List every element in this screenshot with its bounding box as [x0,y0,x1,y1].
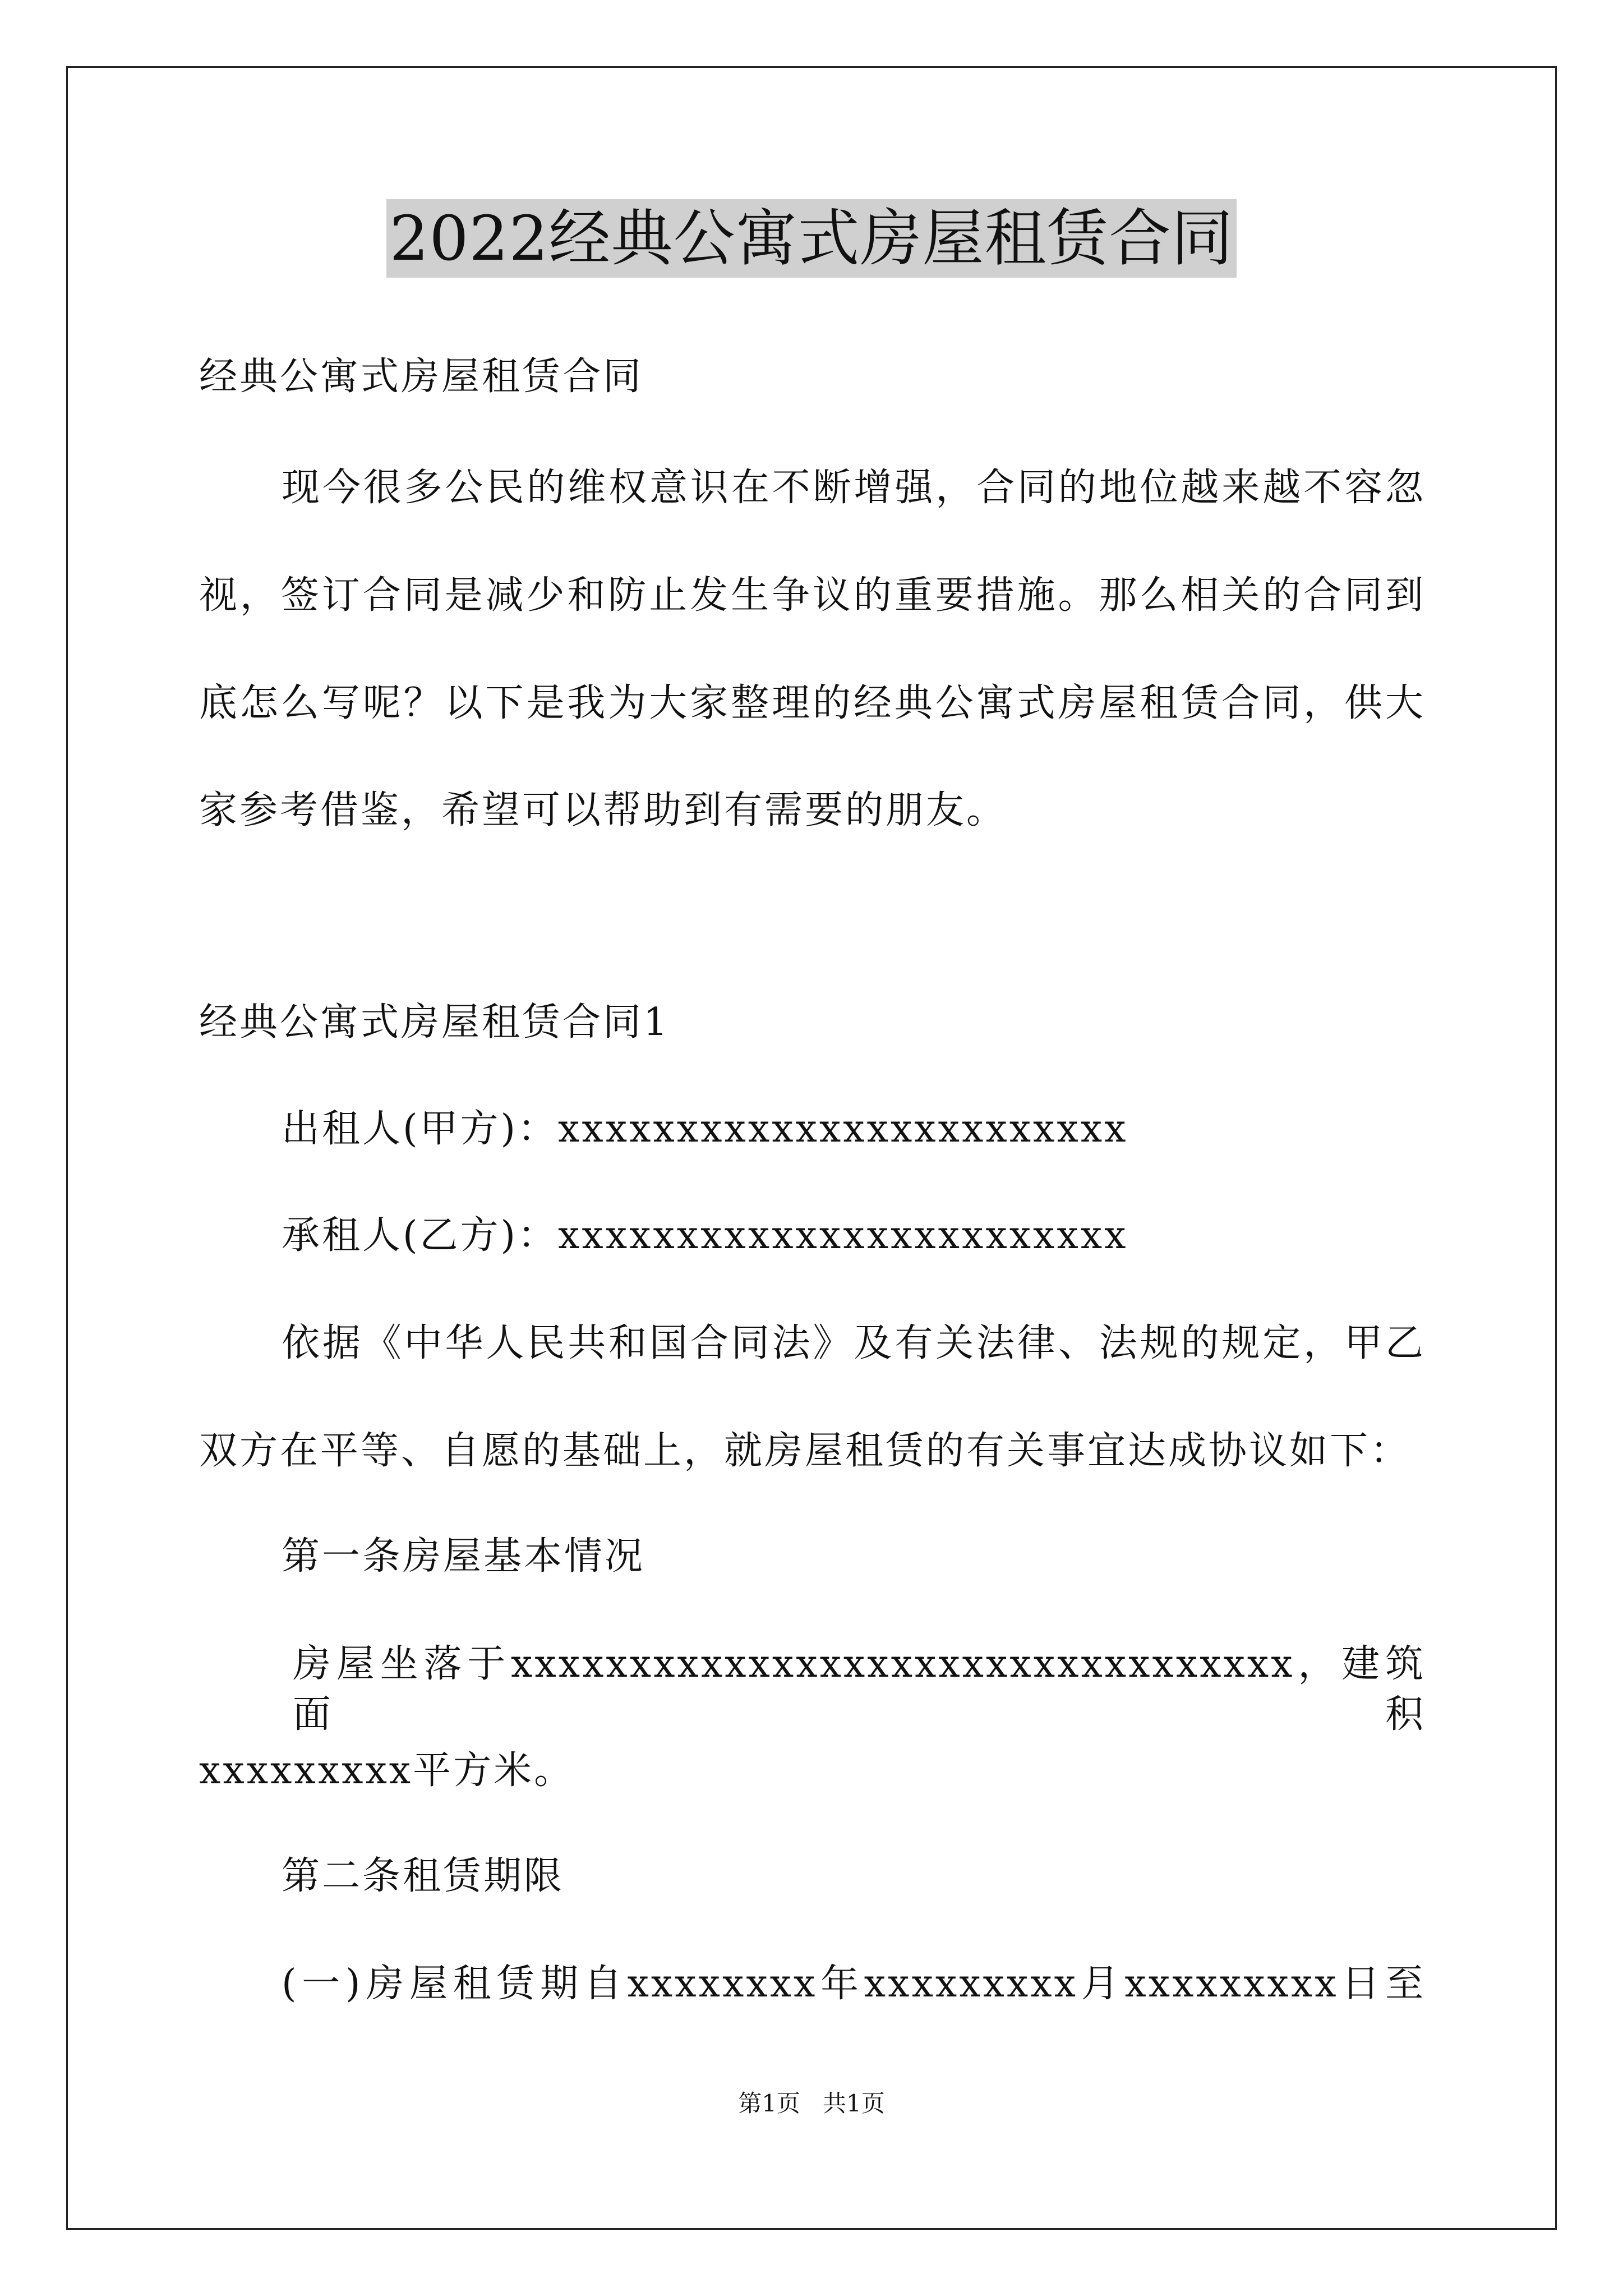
paragraph-line: 视，签订合同是减少和防止发生争议的重要措施。那么相关的合同到 [199,573,1426,618]
party-b-line: 承租人(乙方)：xxxxxxxxxxxxxxxxxxxxxxxx [282,1213,1128,1258]
paragraph-line: (一)房屋租赁期自xxxxxxxx年xxxxxxxxx月xxxxxxxxx日至 [282,1962,1426,2006]
section-heading: 经典公寓式房屋租赁合同1 [199,1000,670,1045]
paragraph-line: 房屋坐落于xxxxxxxxxxxxxxxxxxxxxxxxxxxxxxxxx，建筑面积 [293,1642,1426,1737]
page-number: 第1页 [738,2090,800,2117]
party-a-line: 出租人(甲方)：xxxxxxxxxxxxxxxxxxxxxxxx [282,1107,1128,1151]
title-container [0,199,1623,278]
document-title: 2022经典公寓式房屋租赁合同 [386,199,1237,278]
paragraph-line: 家参考借鉴，希望可以帮助到有需要的朋友。 [199,788,1007,832]
paragraph-line: 双方在平等、自愿的基础上，就房屋租赁的有关事宜达成协议如下： [199,1429,1411,1473]
paragraph-line: 现今很多公民的维权意识在不断增强，合同的地位越来越不容忽 [282,466,1426,510]
page-footer [0,2087,1623,2120]
article-heading: 第二条租赁期限 [282,1854,565,1898]
article-heading: 第一条房屋基本情况 [282,1534,645,1579]
paragraph-line: 底怎么写呢？以下是我为大家整理的经典公寓式房屋租赁合同，供大 [199,681,1426,725]
paragraph-line: 依据《中华人民共和国合同法》及有关法律、法规的规定，甲乙 [282,1321,1426,1365]
subtitle: 经典公寓式房屋租赁合同 [199,355,644,399]
paragraph-line: xxxxxxxxx平方米。 [199,1749,575,1793]
page-total: 共1页 [823,2090,885,2117]
